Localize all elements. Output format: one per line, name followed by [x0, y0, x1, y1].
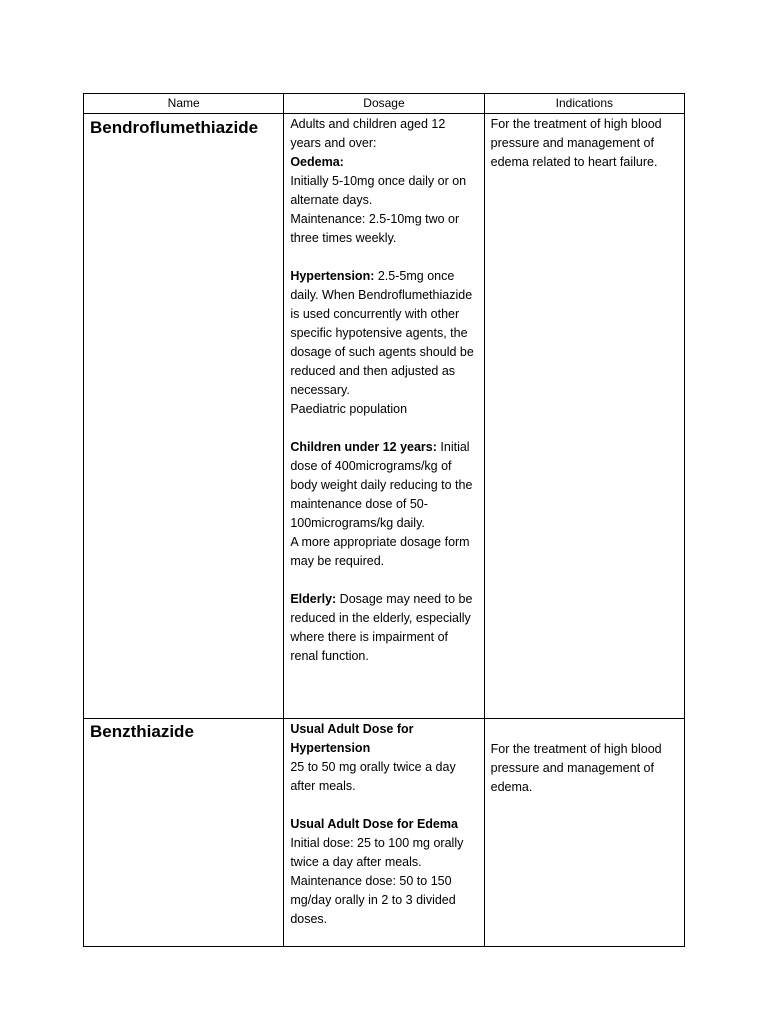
- oedema-label: Oedema:: [290, 155, 344, 169]
- indications-cell: [484, 719, 684, 947]
- header-dosage: Dosage: [284, 94, 484, 114]
- children-label: Children under 12 years:: [290, 440, 437, 454]
- hypertension-paragraph: [290, 267, 477, 400]
- spacer: [290, 796, 477, 815]
- elderly-text: Dosage may need to be reduced in the elderly, especially where there is impairment of renal function.: [290, 592, 473, 663]
- elderly-paragraph: [290, 590, 477, 666]
- hypertension-text: 25 to 50 mg orally twice a day after meals.: [290, 760, 456, 793]
- paediatric-heading: Paediatric population: [290, 402, 408, 416]
- hypertension-label: Usual Adult Dose for Hypertension: [290, 722, 414, 755]
- oedema-maintenance: Maintenance: 2.5-10mg two or three times weekly.: [290, 212, 460, 245]
- indications-text: For the treatment of high blood pressure and management of edema.: [490, 742, 662, 794]
- elderly-label: Elderly:: [290, 592, 337, 606]
- header-row: [84, 94, 685, 114]
- header-indications: Indications: [484, 94, 684, 114]
- dosage-cell: [284, 719, 484, 947]
- spacer: [290, 571, 477, 590]
- dosage-cell: [284, 114, 484, 719]
- dosage-content: [290, 719, 477, 929]
- dosage-content: [290, 114, 477, 666]
- children-form: A more appropriate dosage form may be required.: [290, 535, 470, 568]
- drug-table: [83, 93, 685, 947]
- header-name: Name: [84, 94, 284, 114]
- edema-label: Usual Adult Dose for Edema: [290, 817, 458, 831]
- children-text: Initial dose of 400micrograms/kg of body weight daily reducing to the maintenance dose of 50-100micrograms/kg daily.: [290, 440, 473, 530]
- hypertension-label: Hypertension:: [290, 269, 375, 283]
- indications-cell: [484, 114, 684, 719]
- table-row: [84, 719, 685, 947]
- oedema-initial: Initially 5-10mg once daily or on alternate days.: [290, 174, 467, 207]
- dosage-intro: Adults and children aged 12 years and over:: [290, 117, 446, 150]
- children-paragraph: [290, 438, 477, 533]
- name-cell: [84, 114, 284, 719]
- hypertension-text: 2.5-5mg once daily. When Bendroflumethiazide is used concurrently with other specific hypotensive agents, the dosage of such agents should be reduced and then adjusted as necessary.: [290, 269, 474, 397]
- drug-name: Bendroflumethiazide: [90, 118, 259, 137]
- edema-maintenance: Maintenance dose: 50 to 150 mg/day orally in 2 to 3 divided doses.: [290, 874, 456, 926]
- name-cell: [84, 719, 284, 947]
- spacer: [290, 419, 477, 438]
- table-row: [84, 114, 685, 719]
- spacer: [290, 248, 477, 267]
- edema-initial: Initial dose: 25 to 100 mg orally twice a day after meals.: [290, 836, 464, 869]
- indications-text: For the treatment of high blood pressure and management of edema related to heart failure.: [490, 117, 662, 169]
- drug-name: Benzthiazide: [90, 722, 194, 741]
